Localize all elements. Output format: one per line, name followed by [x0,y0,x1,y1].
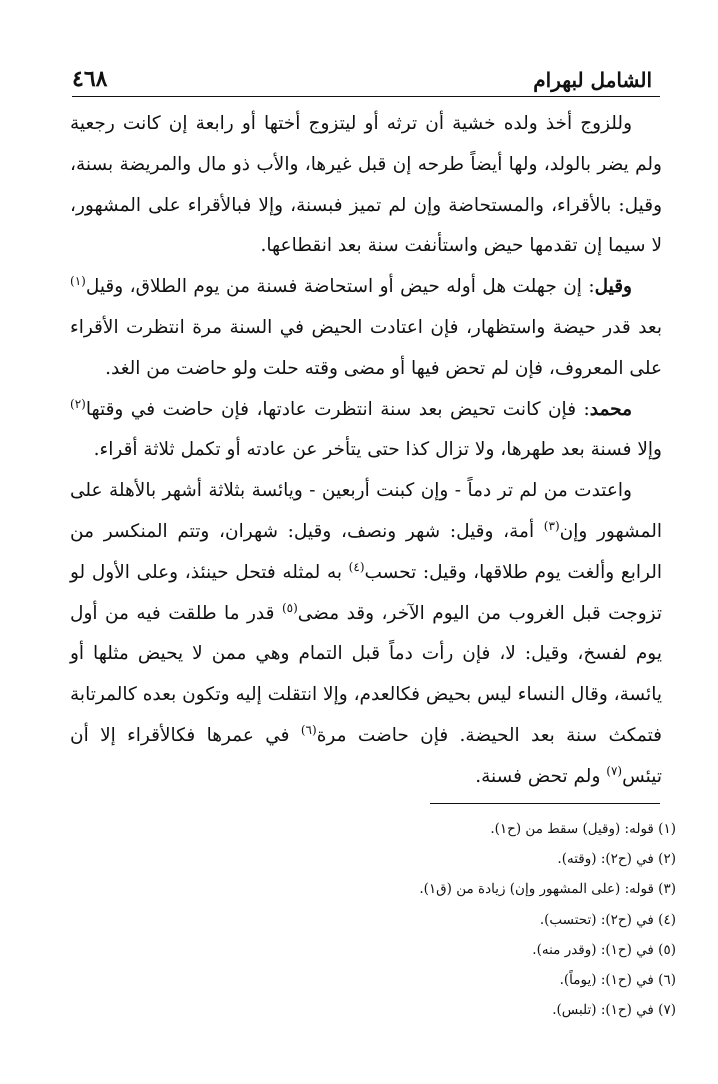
page-number: ٤٦٨ [72,66,108,92]
paragraph-text: بعد قدر حيضة واستظهار، فإن اعتادت الحيض في السنة مرة انتظرت الأقراء على المعروف، فإن لم تحض فيها أو مضى وقته حلت ولو حاضت من الغد. [70,316,662,379]
footnote-separator [430,803,660,804]
paragraph-text: أمة، وقيل: شهر ونصف، وقيل: شهران، وتتم المنكسر من الرابع وألغت يوم طلاقها، وقيل: تحسب [70,520,662,583]
footnote: (٧) في (ح١): (تلبس). [552,1002,676,1019]
footnote-marker: (٣) [543,518,560,533]
paragraph [70,471,662,797]
footnote: (١) قوله: (وقيل) سقط من (ح١). [490,821,676,837]
footnote-marker: (٥) [281,600,298,615]
page-header [72,58,652,92]
footnote-marker: (٤) [348,559,365,574]
paragraph-text: ولم تحض فسنة. [475,765,607,787]
paragraph [70,104,662,267]
footnote-marker: (٧) [606,763,623,778]
lead-word: محمد [589,398,632,420]
footnote: (٣) قوله: (على المشهور وإن) زيادة من (ق١). [419,881,676,898]
paragraph-text: : فإن كانت تحيض بعد سنة انتظرت عادتها، فإن حاضت في وقتها [85,398,590,420]
footnote-marker: (١) [70,274,86,289]
footnote: (٢) في (ح٢): (وقته). [557,851,676,868]
paragraph-text: به لمثله فتحل حينئذ، وعلى الأول لو تزوجت قبل الغروب من اليوم الآخر، وقد مضى [70,561,662,624]
paragraph-text: : إن جهلت هل أوله حيض أو استحاضة فسنة من يوم الطلاق، وقيل [85,276,595,298]
header-rule [72,96,660,97]
lead-word: وقيل [594,276,632,298]
body-text [70,104,662,798]
footnote-marker: (٦) [300,722,317,737]
paragraph-text: واعتدت من لم تر دماً - وإن كبنت أربعين - ويائسة بثلاثة أشهر بالأهلة على المشهور وإن [70,480,662,542]
paragraph-text: قدر ما طلقت فيه من أول يوم لفسخ، وقيل: لا، فإن رأت دماً قبل التمام وهي ممن لا يحيض مثلها أو يائسة، وقال النساء ليس بحيض فكالعدم، وإلا انتقلت إليه وتكون بعده كالمرتابة فتمكث سنة بعد الحيضة. فإن حاضت مرة [70,602,662,746]
running-title: الشامل لبهرام [533,68,652,92]
paragraph-text: وإلا فسنة بعد طهرها، ولا تزال كذا حتى يتأخر عن عادته أو تكمل ثلاثة أقراء. [93,439,662,461]
footnote: (٦) في (ح١): (يوماً). [559,972,676,989]
paragraph-text: وللزوج أخذ ولده خشية أن ترثه أو ليتزوج أختها أو رابعة إن كانت رجعية ولم يضر بالولد، ولها أيضاً طرحه إن قبل غيرها، والأب ذو مال والمريضة بسنة، وقيل: بالأقراء، والمستحاضة وإن لم تميز فبسنة، وإلا فبالأقراء على المشهور، لا سيما إن تقدمها حيض واستأنفت سنة بعد انقطاعها. [70,113,662,257]
footnotes [300,814,676,1025]
paragraph-text: في عمرها فكالأقراء إلا أن تيئس [70,724,662,787]
paragraph [70,267,662,389]
paragraph [70,390,662,472]
footnote: (٥) في (ح١): (وقدر منه). [532,941,676,958]
footnote: (٤) في (ح٢): (تحتسب). [539,911,676,928]
footnote-marker: (٢) [70,396,86,411]
